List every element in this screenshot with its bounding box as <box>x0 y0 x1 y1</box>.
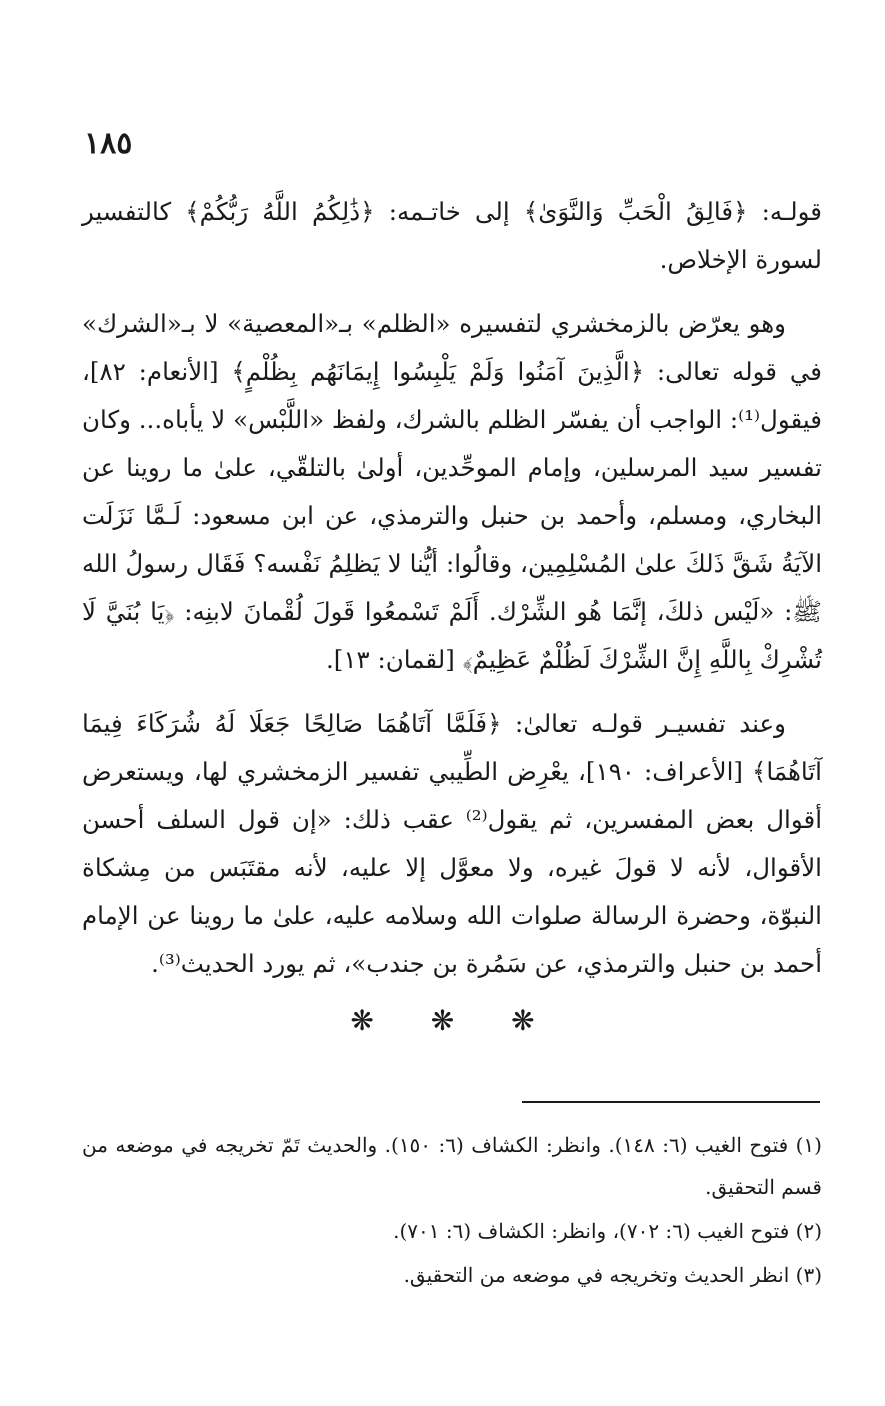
footnote-2: (٢) فتوح الغيب (٦: ٧٠٢)، وانظر: الكشاف (٦: ٧٠١). <box>393 1219 822 1243</box>
footnote-3: (٣) انظر الحديث وتخريجه في موضعه من التحقيق. <box>403 1263 822 1287</box>
page-number: ١٨٥ <box>84 126 133 161</box>
main-text <box>82 188 822 1004</box>
footnote-divider <box>522 1101 820 1103</box>
asterism-mark: ❋ <box>511 1004 535 1037</box>
footnotes <box>82 1124 822 1298</box>
footnote-1: (١) فتوح الغيب (٦: ١٤٨). وانظر: الكشاف (٦: ١٥٠). والحديث تَمّ تخريجه في موضعه من قسم التحقيق. <box>82 1133 822 1199</box>
paragraph-2: وهو يعرّض بالزمخشري لتفسيره «الظلم» بـ«المعصية» لا بـ«الشرك» في قوله تعالى: ﴿الَّذِينَ آمَنُوا وَلَمْ يَلْبِسُوا إِيمَانَهُم بِظُلْمٍ﴾ [الأنعام: ٨٢]، فيقول⁽¹⁾: الواجب أن يفسّر الظلم بالشرك، ولفظ «اللَّبْس» لا يأباه... وكان تفسير سيد المرسلين، وإمام الموحِّدين، أولىٰ بالتلقّي، علىٰ ما روينا عن البخاري، ومسلم، وأحمد بن حنبل والترمذي، عن ابن مسعود: لَـمَّا نَزَلَت الآيَةُ شَقَّ ذَلكَ علىٰ المُسْلِمِين، وقالُوا: أيُّنا لا يَظلِمُ نَفْسه؟ فَقَال رسولُ الله ﷺ: «لَيْس ذلكَ، إنَّمَا هُو الشِّرْك. أَلَمْ تَسْمعُوا قَولَ لُقْمانَ لابنِه: ﴿يَا بُنَيَّ لَا تُشْرِكْ بِاللَّهِ إِنَّ الشِّرْكَ لَظُلْمٌ عَظِيمٌ﴾ [لقمان: ١٣]. <box>82 309 822 674</box>
section-separator <box>0 1004 885 1037</box>
paragraph-1: قولـه: ﴿فَالِقُ الْحَبِّ وَالنَّوَىٰ﴾ إلى خاتـمه: ﴿ذَٰلِكُمُ اللَّهُ رَبُّكُمْ﴾ كالتفسير لسورة الإخلاص. <box>82 197 822 274</box>
paragraph-3: وعند تفسيـر قولـه تعالىٰ: ﴿فَلَمَّا آتَاهُمَا صَالِحًا جَعَلَا لَهُ شُرَكَاءَ فِيمَا آتَاهُمَا﴾ [الأعراف: ١٩٠]، يعْرِض الطِّيبي تفسير الزمخشري لها، ويستعرض أقوال بعض المفسرين، ثم يقول⁽²⁾ عقب ذلك: «إن قول السلف أحسن الأقوال، لأنه لا قولَ غيره، ولا معوَّل إلا عليه، لأنه مقتَبَس من مِشكاة النبوّة، وحضرة الرسالة صلوات الله وسلامه عليه، علىٰ ما روينا عن الإمام أحمد بن حنبل والترمذي، عن سَمُرة بن جندب»، ثم يورد الحديث⁽³⁾. <box>82 709 823 978</box>
asterism-mark: ❋ <box>430 1004 455 1037</box>
asterism-mark: ❋ <box>350 1004 374 1037</box>
